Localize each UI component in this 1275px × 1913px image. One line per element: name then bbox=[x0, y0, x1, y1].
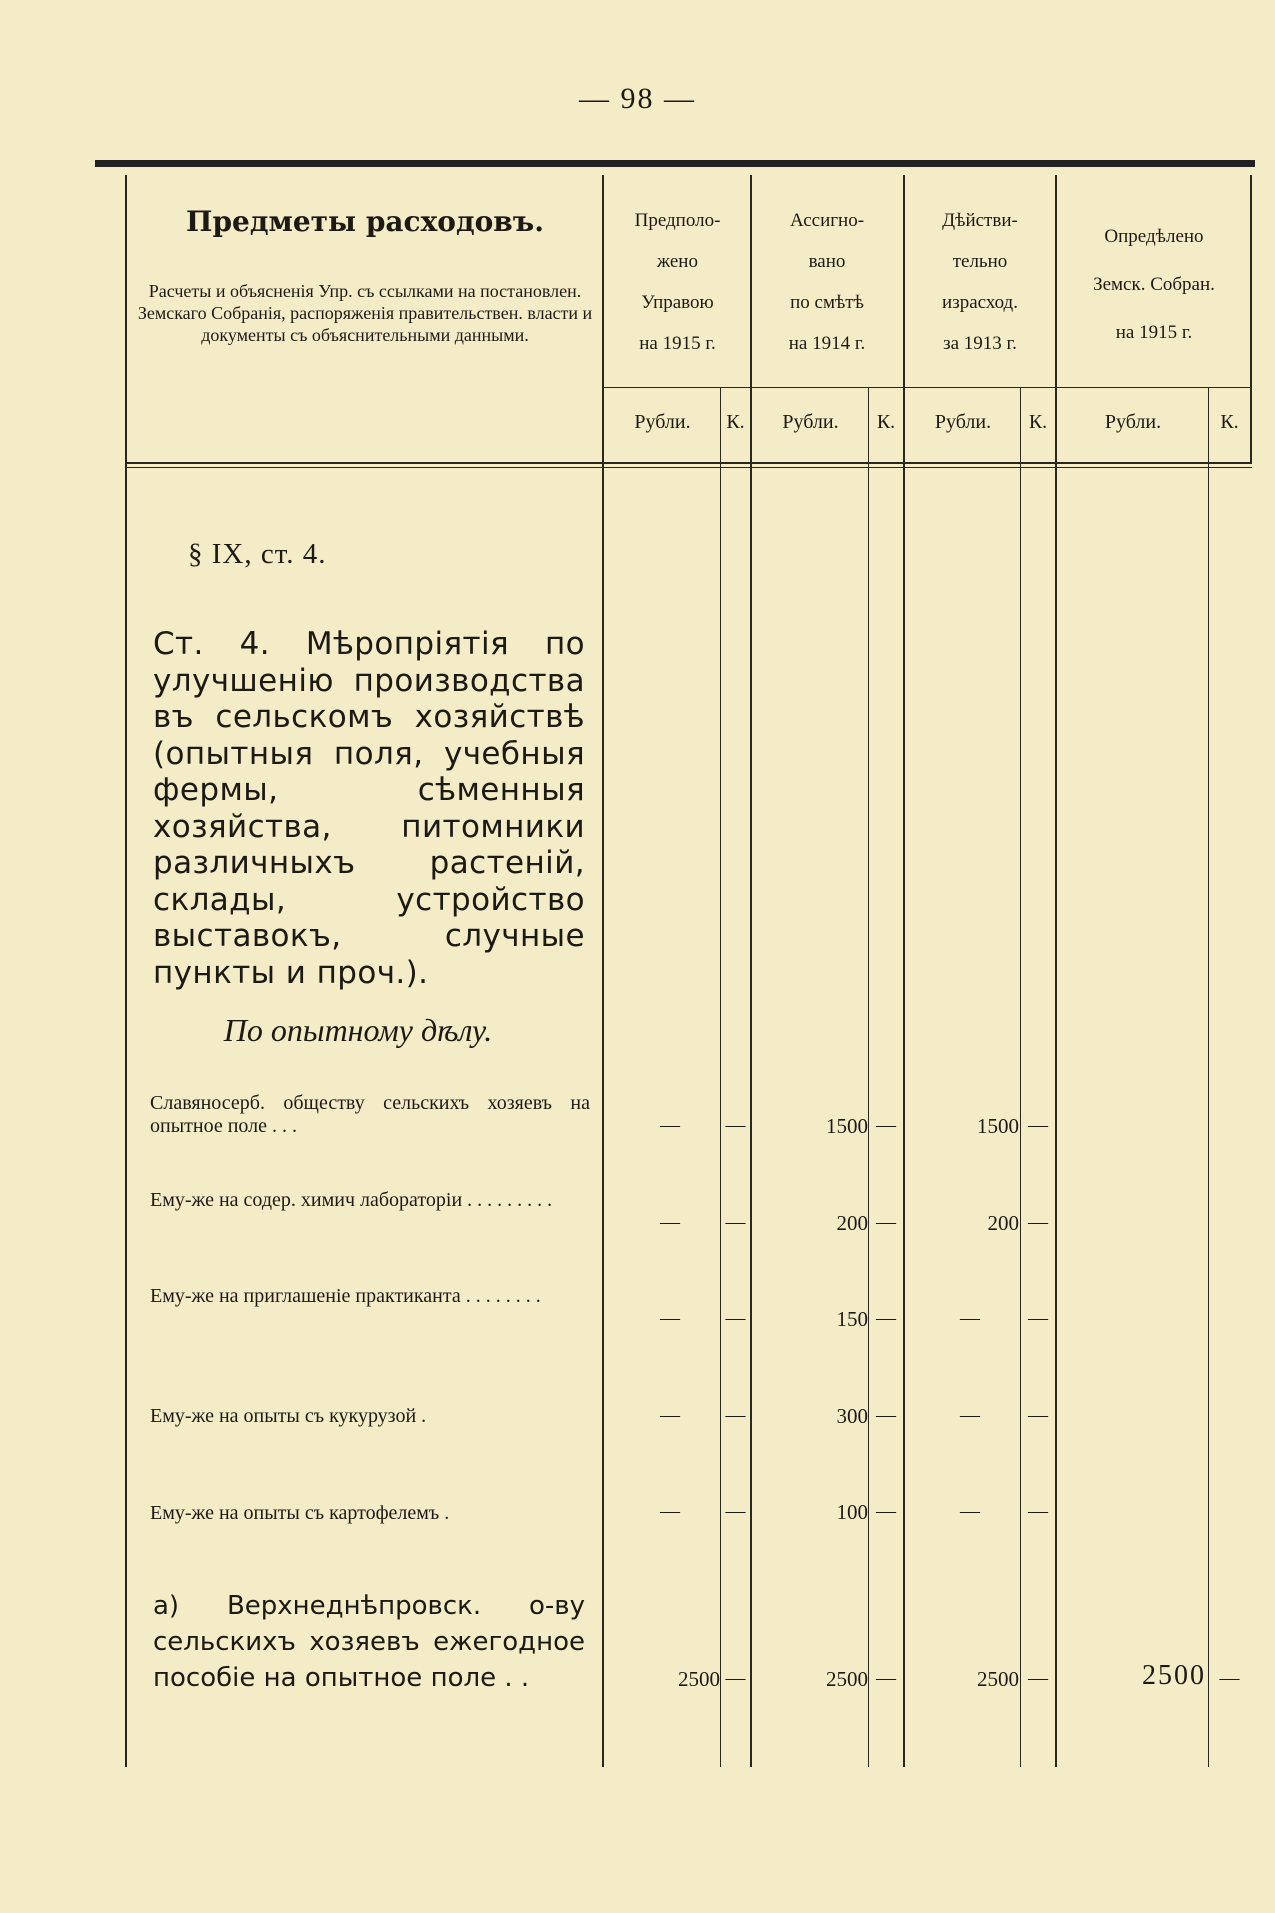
cell-kop: — bbox=[876, 1307, 896, 1329]
cell-kop: — bbox=[1028, 1500, 1048, 1522]
cell-kop: — bbox=[876, 1667, 896, 1689]
cell-value: — bbox=[660, 1307, 680, 1329]
cell-value: 300 bbox=[836, 1404, 868, 1428]
row-label: Ему-же на опыты съ кукурузой . bbox=[150, 1405, 427, 1427]
cell-kop: — bbox=[876, 1404, 896, 1426]
cell-value: — bbox=[660, 1404, 680, 1426]
kop-divider-4 bbox=[1208, 387, 1209, 1767]
table-right-border bbox=[1250, 175, 1252, 463]
row-label: Славяносерб. обществу сельскихъ хозяевъ на опытное поле . . . bbox=[150, 1092, 590, 1137]
cell-kop: — bbox=[725, 1307, 746, 1329]
cell-value: — bbox=[960, 1500, 980, 1522]
unit-rubles-4: Рубли. bbox=[1104, 411, 1162, 433]
cell-kop: — bbox=[1028, 1211, 1048, 1233]
cell-kop: — bbox=[876, 1114, 896, 1136]
row-label: Ему-же на опыты съ картофелемъ . bbox=[150, 1502, 450, 1524]
column-divider-1 bbox=[602, 175, 604, 1767]
section-heading: § IX, ст. 4. bbox=[188, 538, 327, 570]
cell-kop: — bbox=[725, 1500, 746, 1522]
cell-kop: — bbox=[725, 1667, 746, 1689]
cell-value: 100 bbox=[836, 1500, 868, 1524]
column-header-approved: Опредѣлено Земск. Собран. на 1915 г. bbox=[1093, 226, 1215, 343]
column-divider-2 bbox=[750, 175, 752, 1767]
kop-divider-2 bbox=[868, 387, 869, 1767]
item-description: Ст. 4. Мѣропріятія по улучшенію производства въ сельскомъ хозяйствѣ (опытныя поля, учебныя фермы, сѣменныя хозяйства, питомники различныхъ растеній, склады, устройство выставокъ, случные пункты и проч.). bbox=[153, 626, 585, 991]
cell-kop: — bbox=[725, 1211, 746, 1233]
unit-kop-3: К. bbox=[1028, 411, 1048, 433]
unit-kop-1: К. bbox=[726, 411, 745, 433]
header-bottom-line bbox=[125, 462, 1252, 464]
column-header-assigned: Ассигно- вано по смѣтѣ на 1914 г. bbox=[788, 210, 866, 354]
subheading: По опытному дѣлу. bbox=[223, 1012, 493, 1048]
cell-kop: — bbox=[725, 1114, 746, 1136]
cell-value: — bbox=[960, 1307, 980, 1329]
cell-kop: — bbox=[725, 1404, 746, 1426]
cell-kop: — bbox=[1028, 1404, 1048, 1426]
cell-kop: — bbox=[876, 1211, 896, 1233]
cell-value: — bbox=[960, 1404, 980, 1426]
header-title: Предметы расходовъ. bbox=[186, 205, 544, 238]
row-label: Ему-же на приглашеніе практиканта . . . . . . . . bbox=[150, 1285, 541, 1307]
unit-rubles-3: Рубли. bbox=[934, 411, 992, 433]
cell-value: — bbox=[660, 1211, 680, 1233]
column-header-spent: Дѣйстви- тельно израсход. за 1913 г. bbox=[942, 210, 1018, 354]
cell-kop: — bbox=[876, 1500, 896, 1522]
header-description: Расчеты и объясненія Упр. съ ссылками на постановлен. Земскаго Собранія, распоряженія правительствен. власти и документы съ объяснительными данными. bbox=[137, 281, 593, 345]
cell-kop: — bbox=[1028, 1667, 1048, 1689]
cell-value: — bbox=[660, 1114, 680, 1136]
cell-kop: — bbox=[1028, 1307, 1048, 1329]
unit-kop-4: К. bbox=[1220, 411, 1239, 433]
row-label: а) Верхнеднѣпровск. о-ву сельскихъ хозяевъ ежегодное пособіе на опытное поле . . bbox=[153, 1591, 585, 1693]
kop-divider-1 bbox=[720, 387, 721, 1767]
column-header-proposed: Предполо- жено Управою на 1915 г. bbox=[634, 210, 721, 354]
unit-kop-2: К. bbox=[876, 411, 896, 433]
cell-value: 200 bbox=[836, 1211, 868, 1235]
cell-value: — bbox=[660, 1500, 680, 1522]
cell-value: 200 bbox=[987, 1211, 1019, 1235]
table-left-border bbox=[125, 175, 127, 1767]
cell-kop: — bbox=[1028, 1114, 1048, 1136]
unit-row-line bbox=[602, 387, 1252, 388]
top-rule bbox=[95, 160, 1255, 167]
page-number: — 98 — bbox=[579, 82, 696, 115]
unit-rubles-1: Рубли. bbox=[634, 411, 691, 433]
cell-value: 150 bbox=[836, 1307, 868, 1331]
column-divider-4 bbox=[1055, 175, 1057, 1767]
cell-value: 2500 bbox=[826, 1667, 868, 1691]
kop-divider-3 bbox=[1020, 387, 1021, 1767]
cell-value: 1500 bbox=[977, 1114, 1019, 1138]
cell-value: 2500 bbox=[678, 1667, 720, 1691]
cell-kop: — bbox=[1219, 1667, 1240, 1689]
cell-value: 2500 bbox=[1142, 1660, 1206, 1691]
header-bottom-line-2 bbox=[125, 467, 1252, 468]
cell-value: 2500 bbox=[977, 1667, 1019, 1691]
unit-rubles-2: Рубли. bbox=[782, 411, 839, 433]
row-label: Ему-же на содер. химич лабораторіи . . . . . . . . . bbox=[150, 1189, 553, 1211]
cell-value: 1500 bbox=[826, 1114, 868, 1138]
column-divider-3 bbox=[903, 175, 905, 1767]
